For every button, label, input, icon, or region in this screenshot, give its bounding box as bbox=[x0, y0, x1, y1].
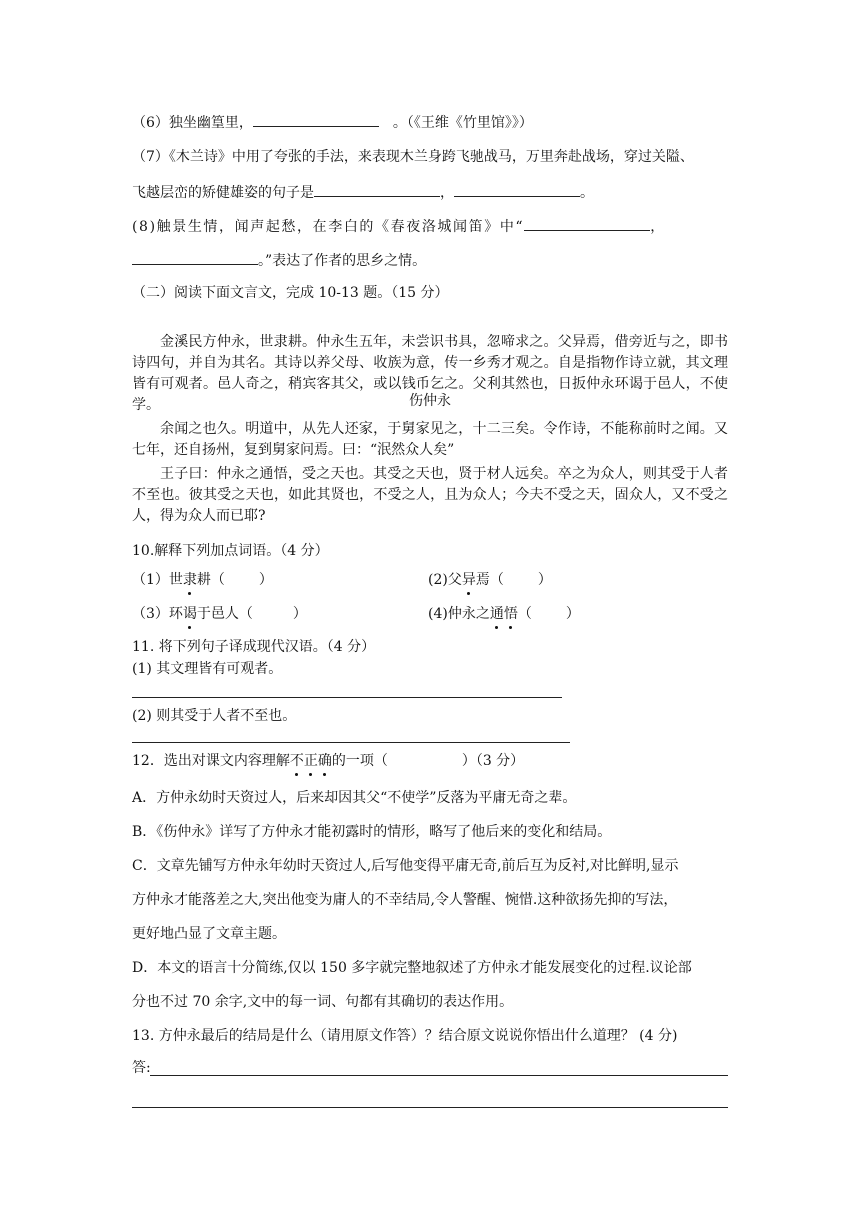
answer-blank[interactable] bbox=[314, 181, 440, 197]
question-10-stem: 10.解释下列加点词语。（4 分） bbox=[132, 543, 329, 559]
dotted-word: 隶 bbox=[182, 572, 197, 588]
question-10-item-2: (2)父异焉（ ） bbox=[428, 572, 552, 588]
option-d-line-2: 分也不过 70 余字,文中的每一词、句都有其确切的表达作用。 bbox=[132, 994, 514, 1010]
question-11-sentence-2: (2) 则其受于人者不至也。 bbox=[132, 708, 297, 724]
answer-line[interactable] bbox=[132, 1107, 728, 1108]
dotted-word: 谒 bbox=[182, 606, 197, 622]
answer-line[interactable] bbox=[150, 1075, 728, 1076]
passage-paragraph-2: 余闻之也久。明道中，从先人还家，于舅家见之，十二三矣。令作诗，不能称前时之闻。又七年，还自扬州，复到舅家问焉。曰：“泯然众人矣” bbox=[132, 421, 728, 458]
section-heading: （二）阅读下面文言文，完成 10-13 题。（15 分） bbox=[132, 285, 449, 301]
question-11-stem: 11. 将下列句子译成现代汉语。（4 分） bbox=[132, 639, 376, 655]
answer-label: 答: bbox=[132, 1060, 151, 1076]
question-10-item-4: (4)仲永之通悟（ ） bbox=[428, 606, 580, 622]
passage-paragraph-1: 金溪民方仲永，世隶耕。仲永生五年，未尝识书具，忽啼求之。父异焉，借旁近与之，即书诗四句，并自为其名。其诗以养父母、收族为意，传一乡秀才观之。自是指物作诗立就，其文理皆有可观者。邑人奇之，稍宾客其父，或以钱币乞之。父利其然也，日扳仲永环谒于邑人，不使学。 bbox=[132, 334, 728, 413]
question-7-line-2: 飞越层峦的矫健雄姿的句子是 ， 。 bbox=[132, 181, 594, 203]
dotted-word: 不 bbox=[289, 753, 304, 769]
question-7-line-1: （7）《木兰诗》中用了夸张的手法，来表现木兰身跨飞驰战马，万里奔赴战场，穿过关隘、 bbox=[132, 149, 694, 165]
dotted-word: 悟 bbox=[503, 606, 518, 622]
question-8-line-2: 。”表达了作者的思乡之情。 bbox=[132, 249, 426, 271]
answer-blank[interactable] bbox=[132, 249, 258, 265]
dotted-word: 通 bbox=[489, 606, 504, 622]
answer-line[interactable] bbox=[132, 742, 570, 743]
question-12-stem: 12．选出对课文内容理解不正确的一项（ ）（3 分） bbox=[132, 753, 525, 769]
option-d-line-1: D．本文的语言十分简练,仅以 150 多字就完整地叙述了方仲永才能发展变化的过程.议论部 bbox=[132, 960, 692, 976]
question-13-stem: 13. 方仲永最后的结局是什么（请用原文作答）？结合原文说说你悟出什么道理？ (4 分) bbox=[132, 1028, 678, 1044]
question-10-item-1: （1）世隶耕（ ） bbox=[132, 572, 273, 588]
question-11-sentence-1: (1) 其文理皆有可观者。 bbox=[132, 661, 283, 677]
dotted-word: 异 bbox=[461, 572, 476, 588]
answer-blank[interactable] bbox=[454, 181, 580, 197]
question-6: （6）独坐幽篁里， 。（《王维《竹里馆》》） bbox=[132, 111, 533, 133]
option-c-line-1: C．文章先铺写方仲永年幼时天资过人,后写他变得平庸无奇,前后互为反衬,对比鲜明,显示 bbox=[132, 858, 679, 874]
option-a: A．方仲永幼时天资过人，后来却因其父“不使学”反落为平庸无奇之辈。 bbox=[132, 790, 577, 806]
dotted-word: 正 bbox=[303, 753, 318, 769]
option-c-line-3: 更好地凸显了文章主题。 bbox=[132, 926, 286, 942]
option-c-line-2: 方仲永才能落差之大,突出他变为庸人的不幸结局,令人警醒、惋惜.这种欲扬先抑的写法， bbox=[132, 892, 678, 908]
answer-blank[interactable] bbox=[253, 111, 379, 127]
passage-title: 伤仲永 bbox=[409, 393, 451, 409]
question-10-item-3: （3）环谒于邑人（ ） bbox=[132, 606, 307, 622]
passage-paragraph-3: 王子曰：仲永之通悟，受之天也。其受之天也，贤于材人远矣。卒之为众人，则其受于人者不至也。彼其受之天也，如此其贤也，不受之人，且为众人；今夫不受之天，固众人，又不受之人，得为众人而已耶? bbox=[132, 466, 728, 524]
question-8-line-1: (8)触景生情，闻声起愁，在李白的《春夜洛城闻笛》中“ ， bbox=[132, 215, 666, 237]
dotted-word: 确 bbox=[317, 753, 332, 769]
option-b: B．《伤仲永》详写了方仲永才能初露时的情形，略写了他后来的变化和结局。 bbox=[132, 824, 612, 840]
answer-blank[interactable] bbox=[524, 215, 650, 231]
answer-line[interactable] bbox=[132, 697, 562, 698]
